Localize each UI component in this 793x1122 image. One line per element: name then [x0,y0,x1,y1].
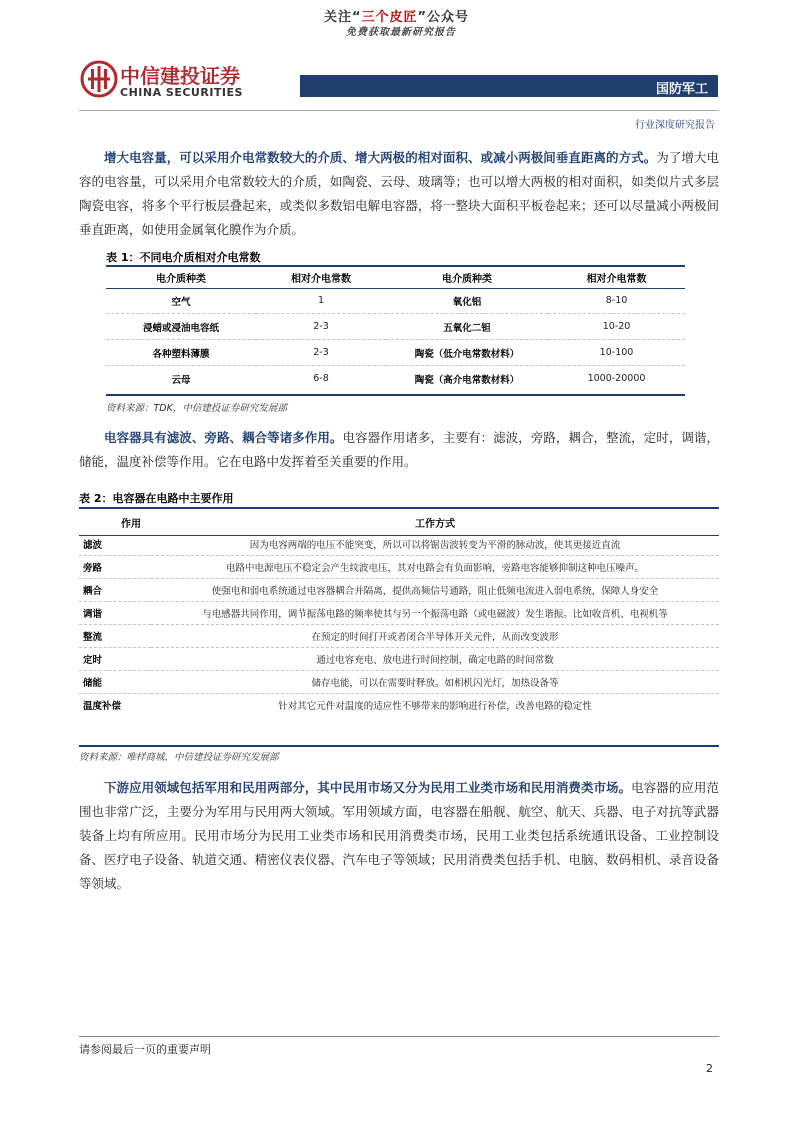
table-header: 工作方式 [415,518,455,530]
disclaimer-note: 请参阅最后一页的重要声明 [79,1043,211,1056]
paragraph-functions [79,426,719,474]
table-cell: 耦合 [79,579,151,602]
promo-text-a: 关注“ [323,10,362,25]
paragraph-body: 电容器的应用范围也非常广泛，主要分为军用与民用两大领域。军用领域方面，电容器在船舰、航空、航天、兵器、电子对抗等武器装备上均有所应用。民用市场分为民用工业类市场和民用消费类市场，民用工业类包括系统通讯设备、工业控制设备、医疗电子设备、轨道交通、精密仪表仪器、汽车电子等领域；民用消费类包括手机、电脑、数码相机、录音设备等领域。 [79,780,719,891]
table-cell: 6-8 [313,373,329,384]
sector-bar [300,75,718,97]
table-cell: 1 [256,288,386,314]
table2-caption: 表 2：电容器在电路中主要作用 [79,492,234,505]
table-cell: 1000-20000 [587,373,646,384]
table-header-row [79,511,719,533]
table-cell: 空气 [106,288,256,314]
company-logo [80,58,255,102]
report-type: 行业深度研究报告 [635,120,715,131]
table2-bottom-rule [79,745,719,747]
table-cell: 滤波 [79,533,151,556]
logo-en-text: CHINA SECURITIES [120,86,243,99]
capacitor-function-table [79,511,719,716]
promo-highlight: 三个皮匠 [361,10,418,25]
table-row [106,288,685,314]
sector-label: 国防军工 [655,82,708,97]
paragraph-lead: 下游应用领域包括军用和民用两部分，其中民用市场又分为民用工业类市场和民用消费类市场。 [104,780,632,795]
page-number: 2 [706,1062,713,1075]
table-row [79,694,719,717]
table-header: 电介质种类 [442,273,492,285]
table-cell: 浸蜡或浸油电容纸 [106,314,256,340]
logo-emblem-icon [80,60,118,98]
footer-divider [79,1036,719,1037]
table-cell: 10-100 [548,340,685,366]
table-row [79,671,719,694]
paragraph-applications [79,776,719,896]
promo-subline: 免费获取最新研究报告 [346,27,456,38]
dielectric-table [106,266,685,391]
table2-top-rule [79,507,719,509]
table-row [79,533,719,556]
table-header: 相对介电常数 [291,273,351,285]
table-row [79,602,719,625]
table-cell: 电路中电源电压不稳定会产生纹波电压，其对电路会有负面影响，旁路电容能够抑制这种电压噪声。 [151,556,719,579]
table-cell: 2-3 [256,314,386,340]
promo-text-b: ”公众号 [417,10,470,25]
paragraph-capacitance [79,146,719,242]
table-cell: 温度补偿 [83,701,122,712]
table-row [79,579,719,602]
table-cell: 氧化铝 [386,288,548,314]
table-cell: 与电感器共同作用，调节振荡电路的频率使其与另一个振荡电路（或电磁波）发生谐振。比如收音机、电视机等 [151,602,719,625]
header-divider [79,110,719,111]
table-cell: 因为电容两端的电压不能突变，所以可以将锯齿波转变为平滑的脉动波，使其更接近直流 [151,533,719,556]
table2-header-rule [79,535,719,536]
table2-source: 资料来源：唯样商城，中信建投证券研究发展部 [79,752,279,763]
table-row [106,366,685,392]
paragraph-lead: 增大电容量，可以采用介电常数较大的介质、增大两极的相对面积、或减小两极间垂直距离的方式。 [104,150,657,165]
table-header: 相对介电常数 [586,273,647,285]
table-cell: 在预定的时间打开或者闭合半导体开关元件，从而改变波形 [151,625,719,648]
table-row [79,648,719,671]
table-cell: 旁路 [79,556,151,579]
table-cell: 储存电能，可以在需要时释放。如相机闪光灯，加热设备等 [151,671,719,694]
table-cell: 10-20 [548,314,685,340]
paragraph-body: 为了增大电容的电容量，可以采用介电常数较大的介质，如陶瓷、云母、玻璃等；也可以增大两极的相对面积，如类似片式多层陶瓷电容，将多个平行板层叠起来，或类似多数铝电解电容器，将一整块大面积平板卷起来；还可以尽量减小两极间垂直距离，如使用金属氧化膜作为介质。 [79,150,719,237]
table-cell: 陶瓷（高介电常数材料） [414,374,520,386]
table-cell: 整流 [79,625,151,648]
table-cell: 针对其它元件对温度的适应性不够带来的影响进行补偿，改善电路的稳定性 [278,701,592,712]
table-cell: 8-10 [548,288,685,314]
table-cell: 云母 [171,374,191,386]
table-cell: 使强电和弱电系统通过电容器耦合并隔离，提供高频信号通路，阻止低频电流进入弱电系统，保障人身安全 [151,579,719,602]
table-cell: 储能 [79,671,151,694]
paragraph-body: 电容器作用诸多，主要有：滤波，旁路，耦合，整流，定时，调谐，储能，温度补偿等作用。它在电路中发挥着至关重要的作用。 [79,430,719,469]
table-header-row [106,266,685,288]
table-row [106,314,685,340]
table-cell: 调谐 [79,602,151,625]
table-header: 电介质种类 [156,273,206,285]
table-cell: 2-3 [256,340,386,366]
table-cell: 通过电容充电、放电进行时间控制，确定电路的时间常数 [151,648,719,671]
table-header: 作用 [121,518,141,530]
table1-source: 资料来源：TDK，中信建投证券研究发展部 [106,403,287,414]
table-row [79,556,719,579]
table-cell: 各种塑料薄膜 [106,340,256,366]
table1-header-rule [106,288,685,289]
table1-caption: 表 1：不同电介质相对介电常数 [106,251,261,264]
table-cell: 陶瓷（低介电常数材料） [386,340,548,366]
paragraph-lead: 电容器具有滤波、旁路、耦合等诸多作用。 [104,430,343,445]
table-row [106,340,685,366]
table-cell: 定时 [79,648,151,671]
table1-bottom-rule [106,394,685,396]
table-row [79,625,719,648]
logo-cn-text: 中信建投证券 [120,64,240,88]
table-cell: 五氧化二钽 [386,314,548,340]
